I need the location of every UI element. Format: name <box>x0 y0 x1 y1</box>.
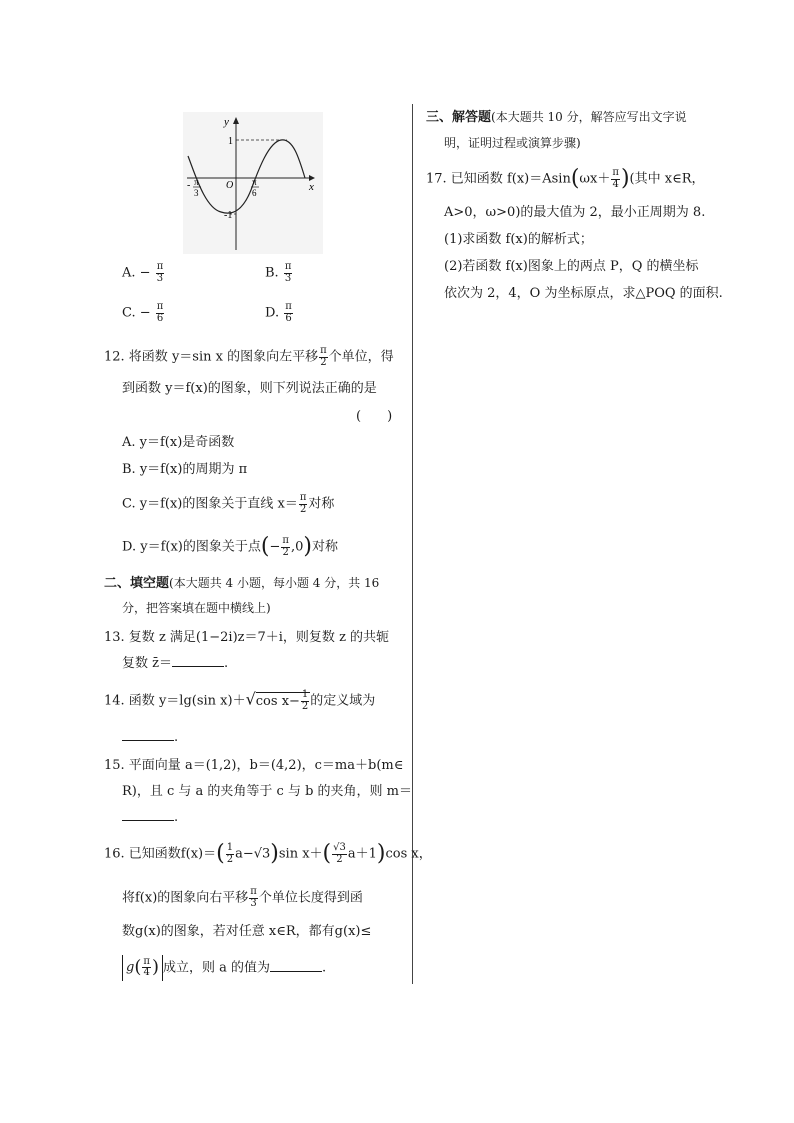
q12-option-d: D. y＝f(x)的图象关于点(− $\frac{\pi}{2}$ ,0)对称 <box>122 534 338 559</box>
section2-title: 二、填空题 <box>104 576 170 591</box>
y-max-label: 1 <box>228 136 233 147</box>
q11-option-a <box>122 262 165 284</box>
q17-line2: A>0，ω>0)的最大值为 2，最小正周期为 8. <box>444 205 706 220</box>
q12-d-fraction: $\frac{\pi}{2}$ <box>282 535 289 558</box>
section2-header <box>104 577 379 590</box>
q12-answer-paren: ( ) <box>356 409 393 424</box>
q11-option-d <box>265 302 294 324</box>
q16-line3: 数g(x)的图象，若对任意 x∈R，都有g(x)≤ <box>122 924 372 939</box>
q11-d-label: D. <box>265 305 280 321</box>
q12-option-b: B. y＝f(x)的周期为 π <box>122 462 248 477</box>
q12-line2: 到函数 y＝f(x)的图象，则下列说法正确的是 <box>122 381 377 396</box>
q16-line2-fraction: $\frac{\pi}{3}$ <box>250 886 257 909</box>
q12-line1: 12. 将函数 y＝sin x 的图象向左平移 $\frac{\pi}{2}$ 个单位，得 <box>104 345 394 368</box>
q16-line4: g( $\frac{\pi}{4}$ ) 成立，则 a 的值为 . <box>122 955 326 981</box>
q11-d-fraction: $\frac{\pi}{6}$ <box>285 301 292 324</box>
q13-line1: 13. 复数 z 满足(1−2i)z＝7＋i，则复数 z 的共轭 <box>104 630 390 645</box>
q11-option-c <box>122 302 165 324</box>
y-min-label: -1 <box>224 210 233 221</box>
q11-b-fraction: $\frac{\pi}{3}$ <box>284 261 292 284</box>
q11-c-label: C. − <box>122 305 151 321</box>
q16-p2-fraction: $\frac{√3}{2}$ <box>333 842 346 865</box>
q17-line3: (1)求函数 f(x)的解析式； <box>444 232 593 247</box>
q17-fraction: $\frac{\pi}{4}$ <box>612 167 619 190</box>
q14-line1: 14. 函数 y＝lg(sin x)＋√cos x− $\frac{1}{2}$ 的定义域为 <box>104 689 376 712</box>
section3-desc2: 明，证明过程或演算步骤) <box>444 136 581 150</box>
q16-line1: 16. 已知函数f(x)＝( $\frac{1}{2}$ a−√3)sin x＋( $\frac{√3}{2}$ a＋1)cos x， <box>104 841 432 866</box>
q11-a-fraction: $\frac{\pi}{3}$ <box>156 261 164 284</box>
q13-line2: 复数 z̄＝ . <box>122 656 229 671</box>
q15-line2: R)，且 c 与 a 的夹角等于 c 与 b 的夹角，则 m＝ <box>122 784 413 799</box>
q15-line3: . <box>122 810 178 824</box>
q17-line1: 17. 已知函数 f(x)＝Asin(ωx＋ $\frac{\pi}{4}$ )(其中 x∈R， <box>426 166 705 191</box>
q11-option-b <box>265 262 293 284</box>
q11-a-label: A. − <box>122 265 151 281</box>
sine-graph <box>183 112 323 254</box>
section3-title: 三、解答题 <box>426 110 492 125</box>
q16-line2: 将f(x)的图象向右平移 $\frac{\pi}{3}$ 个单位长度得到函 <box>122 886 363 909</box>
right-column <box>413 0 794 1123</box>
q14-fraction: $\frac{1}{2}$ <box>301 689 309 712</box>
q12-line1-fraction: $\frac{\pi}{2}$ <box>320 345 327 368</box>
section3-desc: (本大题共 10 分，解答应写出文字说 <box>491 110 687 124</box>
x-left-den: 3 <box>194 188 199 198</box>
q16-abs-expression: g( $\frac{\pi}{4}$ ) <box>122 955 163 981</box>
q11-c-fraction: $\frac{\pi}{6}$ <box>156 301 164 324</box>
q12-option-c: C. y＝f(x)的图象关于直线 x＝ $\frac{\pi}{2}$ 对称 <box>122 492 335 515</box>
q15-answer-blank[interactable] <box>122 810 174 821</box>
x-left-num: π <box>194 177 199 187</box>
q16-p1-fraction: $\frac{1}{2}$ <box>226 842 234 865</box>
q15-line1: 15. 平面向量 a＝(1,2)，b＝(4,2)，c＝ma＋b(m∈ <box>104 758 404 773</box>
x-left-sign: - <box>187 180 191 191</box>
x-axis-label: x <box>309 181 314 193</box>
q17-line5: 依次为 2，4，O 为坐标原点，求△POQ 的面积. <box>444 286 723 301</box>
y-axis-label: y <box>224 116 229 128</box>
x-right-num: π <box>252 177 257 187</box>
origin-label: O <box>226 180 234 191</box>
q14-answer-blank[interactable] <box>122 730 174 741</box>
section2-desc2: 分，把答案填在题中横线上) <box>122 601 271 615</box>
q11-b-label: B. <box>265 265 279 281</box>
section2-desc: (本大题共 4 小题，每小题 4 分，共 16 <box>169 576 380 590</box>
q14-line2: . <box>122 730 178 744</box>
q12-option-a: A. y＝f(x)是奇函数 <box>122 435 235 450</box>
q13-answer-blank[interactable] <box>172 656 224 667</box>
q12-c-fraction: $\frac{\pi}{2}$ <box>299 492 307 515</box>
section3-header <box>426 111 687 124</box>
q16-answer-blank[interactable] <box>270 961 322 972</box>
x-right-den: 6 <box>252 188 257 198</box>
q16-line4-fraction: $\frac{\pi}{4}$ <box>143 955 150 978</box>
q17-line4: (2)若函数 f(x)图象上的两点 P，Q 的横坐标 <box>444 259 699 274</box>
